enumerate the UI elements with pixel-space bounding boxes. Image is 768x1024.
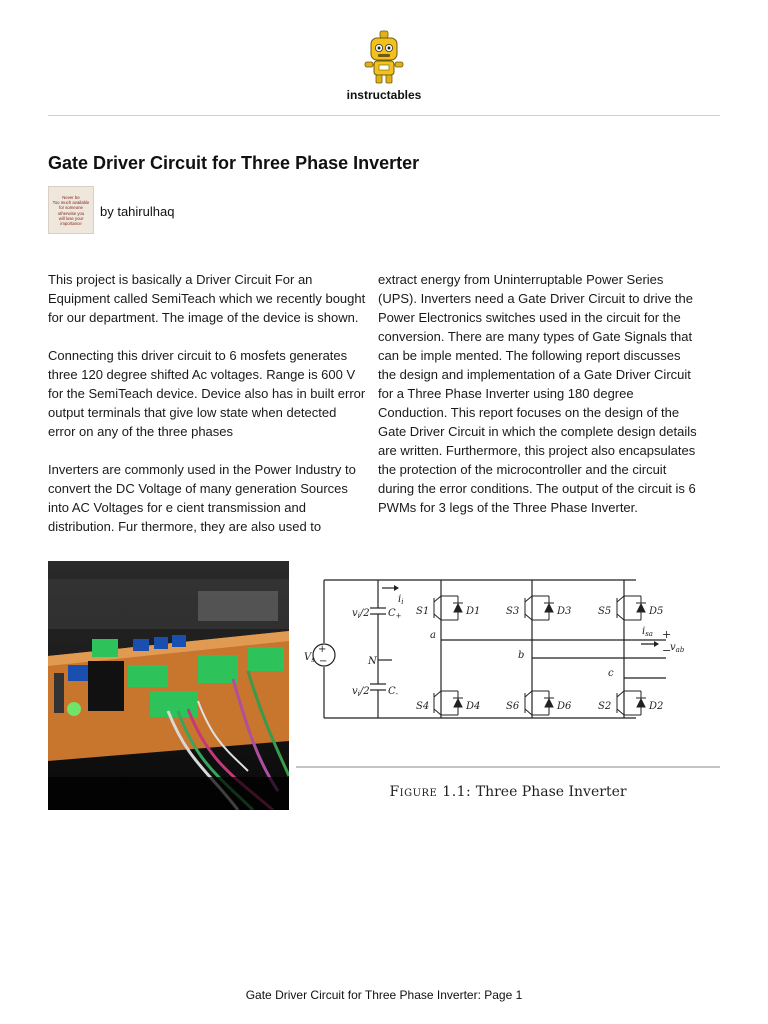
cap-top-frac: /2 (359, 608, 370, 619)
figure-caption-text: Three Phase Inverter (475, 784, 627, 800)
cap-bot-frac: /2 (359, 686, 370, 697)
header-divider (48, 115, 720, 116)
switch-label: S5 (598, 606, 612, 617)
paragraph: Inverters are commonly used in the Power Industry to convert the DC Voltage of many generation Sources into AC Voltages for e cient transmission and distribution. Fur thermore, they are also used to (48, 462, 356, 534)
page-footer: Gate Driver Circuit for Three Phase Inverter: Page 1 (245, 988, 523, 1002)
page-title: Gate Driver Circuit for Three Phase Inverter (48, 153, 420, 173)
node-b-label: b (518, 650, 525, 661)
node-a-label: a (430, 630, 436, 641)
page-header (0, 0, 768, 116)
svg-text:isa (642, 626, 653, 638)
body-column-right (378, 270, 700, 536)
svg-text:vab (670, 642, 685, 654)
cap-top-voltage-sub: i (357, 612, 360, 620)
cap-top-name-sub: + (395, 612, 402, 620)
svg-text:vi/2 (352, 686, 370, 698)
author-avatar-text: Never be Too much available for someone otherwise you will lose your importance (52, 195, 90, 227)
switch-label: S2 (598, 701, 612, 712)
diode-label: D6 (557, 701, 572, 712)
cap-bot-name: C (388, 686, 396, 697)
diode-label: D5 (649, 606, 664, 617)
author-byline[interactable]: by tahirulhaq (100, 204, 175, 219)
brand-name[interactable]: instructables (346, 88, 422, 102)
cap-bot-voltage: v (352, 686, 358, 697)
svg-text:vi/2 (352, 608, 370, 620)
node-c-label: c (608, 668, 614, 679)
diode-label: D2 (649, 701, 664, 712)
vout-label: v (670, 642, 676, 653)
vout-sub: ab (675, 646, 685, 654)
current-sub: i (401, 598, 404, 606)
diode-label: D4 (466, 701, 481, 712)
switch-label: S6 (506, 701, 520, 712)
svg-text:+: + (318, 644, 327, 655)
three-phase-inverter-diagram (296, 568, 720, 808)
svg-text:−: − (662, 644, 672, 657)
instructables-robot-icon[interactable] (362, 30, 406, 86)
switch-label: S3 (506, 606, 520, 617)
figure-caption (296, 784, 720, 800)
paragraph: Connecting this driver circuit to 6 mosfets generates three 120 degree shifted Ac voltages. Range is 600 V for the SemiTeach device. Device also has in built error output terminals that give low state when detected error on any of the three phases (48, 348, 366, 439)
cap-top-voltage: v (352, 608, 358, 619)
iout-sub: sa (645, 630, 653, 638)
neutral-label: N (368, 656, 377, 667)
paragraph: This project is basically a Driver Circuit For an Equipment called SemiTeach which we recently bought for our department. The image of the device is shown. (48, 272, 366, 325)
svg-text:ii (398, 594, 403, 606)
vdc-subscript: s (311, 656, 315, 664)
paragraph: extract energy from Uninterruptable Power Series (UPS). Inverters need a Gate Driver Circuit to drive the Power Electronics switches used in the circuit for the conversion. There are many types of Gate Signals that can be imple mented. The following report discusses the design and implementation of a Gate Driver Circuit for a Three Phase Inverter using 180 degree Conduction. This report focuses on the design of the Gate Driver Circuit in which the complete design details are written. Furthermore, this project also encapsulates the protection of the microcontroller and the circuit during the error conditions. The output of the circuit is 6 PWMs for 3 legs of the Three Phase Inverter. (378, 272, 697, 515)
figure-caption-prefix: Figure 1.1: (389, 784, 472, 800)
iout-label: i (642, 626, 646, 637)
cap-top-name: C (388, 608, 396, 619)
svg-text:−: − (319, 656, 328, 667)
switch-label: S1 (416, 606, 430, 617)
svg-text:+: + (662, 628, 672, 641)
vdc-label: V (304, 652, 312, 663)
author-avatar[interactable] (48, 186, 94, 234)
cap-bot-name-sub: - (395, 690, 399, 698)
circuit-board-photo (48, 561, 289, 810)
current-label: i (398, 594, 402, 605)
diode-label: D3 (557, 606, 572, 617)
cap-bot-voltage-sub: i (357, 690, 360, 698)
svg-text:C+ (388, 608, 402, 620)
body-column-left (48, 270, 366, 555)
svg-text:C- (388, 686, 399, 698)
diode-label: D1 (466, 606, 481, 617)
switch-label: S4 (416, 701, 430, 712)
